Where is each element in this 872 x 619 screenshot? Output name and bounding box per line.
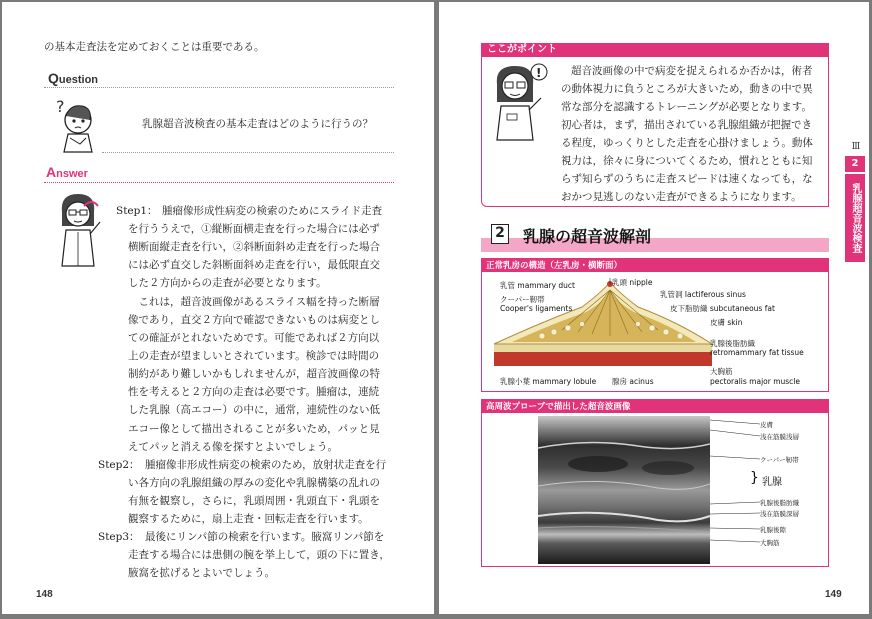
section-title: 乳腺の超音波解剖 (523, 227, 652, 246)
step1-line-2: 横断面縦走査を行い，②斜断面斜め走査を行った場合 (128, 241, 380, 253)
step2-line-3: 観察するために，扇上走査・回転走査を行います。 (128, 513, 369, 525)
side-tab-label: 乳腺超音波検査 (845, 174, 865, 262)
step1-label: Step1： (116, 205, 158, 217)
step1-line-8: 上の走査が望ましいとされています。検診では時間の (128, 350, 380, 362)
section-number: 2 (491, 224, 509, 244)
question-label: Question (48, 70, 99, 86)
page-number-right: 149 (825, 589, 842, 600)
step3-line-1: 走査する場合には患側の腕を挙上して，頭の下に置き， (128, 549, 390, 561)
question-divider (44, 87, 394, 88)
advisor-character-icon (487, 62, 549, 142)
step1-line-1: を行ううえで，①縦断面横走査を行った場合には必ず (128, 223, 380, 235)
step3-line-0: 最後にリンパ節の検索を行います。腋窩リンパ節を (145, 531, 385, 543)
step1-line-7: ての確証がとれないためです。可能であれば２方向以 (128, 332, 380, 344)
question-text: 乳腺超音波検査の基本走査はどのように行うの？ (142, 118, 373, 130)
step3-line-2: 腋窩を拡げるとよいでしょう。 (128, 567, 275, 579)
label-acinus: 腺房 acinus (612, 377, 654, 386)
point-line-7: おかつ見逃しのない走査ができるようになります。 (561, 191, 802, 203)
label-mammary-duct: 乳管 mammary duct (500, 281, 575, 290)
label-nipple: 乳頭 nipple (612, 278, 653, 287)
step1-line-5: これは，超音波画像があるスライス幅を持った断層 (128, 296, 380, 308)
step1-line-4: した２方向からの走査が必要となります。 (128, 277, 327, 289)
point-line-6: らず知らずのうちに走査スピードは速くなっても，な (561, 173, 813, 185)
point-line-4: る程度，ゆっくりとした走査を心掛けましょう。動体 (561, 137, 813, 149)
us-label-retromammary: 乳腺後脂肪織 (760, 499, 799, 507)
anatomy-figure (481, 258, 829, 392)
label-cooper-en: Cooper's ligaments (500, 304, 573, 313)
step1-line-6: 像であり，直交２方向で確認できないものは病変とし (128, 314, 380, 326)
label-pectoralis-ja: 大胸筋 (710, 367, 733, 376)
us-label-deep-fascia: 浅在筋膜深層 (760, 510, 799, 518)
point-line-2: 常な部分を認識するトレーニングが必要となります。 (561, 101, 812, 113)
step2-line-1: い各方向の乳腺組織の厚みの変化や乳腺構築の乱れの (128, 477, 380, 489)
us-label-cooper: クーパー靭帯 (760, 456, 799, 464)
svg-text:!: ! (536, 66, 542, 80)
us-label-skin: 皮膚 (760, 421, 773, 429)
answer-character-icon (54, 192, 102, 272)
us-label-gland: 乳腺 (762, 477, 782, 488)
label-lactiferous-sinus: 乳管洞 lactiferous sinus (660, 290, 746, 299)
label-cooper-ja: クーパー靭帯 (500, 295, 545, 304)
right-page (439, 2, 869, 614)
label-subcutaneous-fat: 皮下脂肪織 subcutaneous fat (670, 304, 775, 313)
us-label-pectoralis: 大胸筋 (760, 539, 780, 547)
continuation-line: の基本走査法を定めておくことは重要である。 (44, 41, 265, 53)
label-skin: 皮膚 skin (710, 318, 743, 327)
point-line-3: 初心者は，まず，描出されている乳腺組織が把握でき (561, 119, 813, 131)
answer-divider (44, 182, 394, 183)
step3-label: Step3： (98, 531, 140, 543)
anatomy-figure-title: 正常乳房の構造（左乳房・横断面） (482, 259, 828, 272)
step1-line-12: エコー像として描出されることが多いため，パッと見 (128, 423, 380, 435)
us-label-superficial-fascia: 浅在筋膜浅層 (760, 433, 799, 441)
step2-line-2: 有無を観察し，さらに，乳頭周囲・乳頭直下・乳頭を (128, 495, 380, 507)
side-tab-number: 2 (845, 156, 865, 172)
label-retromammary-en: retromammary fat tissue (710, 348, 804, 357)
step1-line-9: 制約があり難しいかもしれませんが，超音波画像の特 (128, 368, 380, 380)
side-tab-chapter: Ⅲ (851, 142, 861, 152)
question-character-icon (50, 94, 100, 156)
question-bottom-divider (102, 152, 394, 153)
ultrasound-figure-title: 高周波プローブで描出した超音波画像 (482, 400, 828, 413)
us-brace-icon: } (750, 470, 759, 486)
svg-text:?: ? (56, 97, 65, 116)
label-mammary-lobule: 乳腺小葉 mammary lobule (500, 377, 597, 386)
step1-line-10: 性を考えると２方向の走査は必要です。腫瘤は，連続 (128, 386, 380, 398)
ultrasound-figure (481, 399, 829, 567)
step1-line-11: した乳腺（高エコー）の中に，通常，連続性のない低 (128, 404, 380, 416)
point-line-0: 超音波画像の中で病変を捉えられるか否かは，術者 (571, 65, 813, 77)
point-banner: ここがポイント (481, 43, 829, 57)
step1-line-0: 腫瘤像形成性病変の検索のためにスライド走査 (162, 205, 383, 217)
answer-label: Answer (46, 164, 88, 180)
step2-label: Step2： (98, 459, 140, 471)
us-leader-lines (710, 416, 760, 564)
step1-line-13: えてパッと消える像を探すとよいでしょう。 (128, 441, 338, 453)
label-retromammary-ja: 乳腺後脂肪織 (710, 339, 755, 348)
label-pectoralis-en: pectoralis major muscle (710, 377, 800, 386)
left-page (2, 2, 434, 614)
point-line-1: の動体視力に負うところが大きいため，動きの中で異 (561, 83, 813, 95)
point-line-5: 視力は，徐々に身についてくるため，慣れとともに知 (561, 155, 813, 167)
step1-line-3: には必ず直交した斜断面斜め走査を行い，最低限直交 (128, 259, 380, 271)
page-number-left: 148 (36, 589, 53, 600)
us-label-retromammary-space: 乳腺後隙 (760, 526, 786, 534)
step2-line-0: 腫瘤像非形成性病変の検索のため，放射状走査を行 (145, 459, 387, 471)
ultrasound-image (538, 416, 710, 564)
